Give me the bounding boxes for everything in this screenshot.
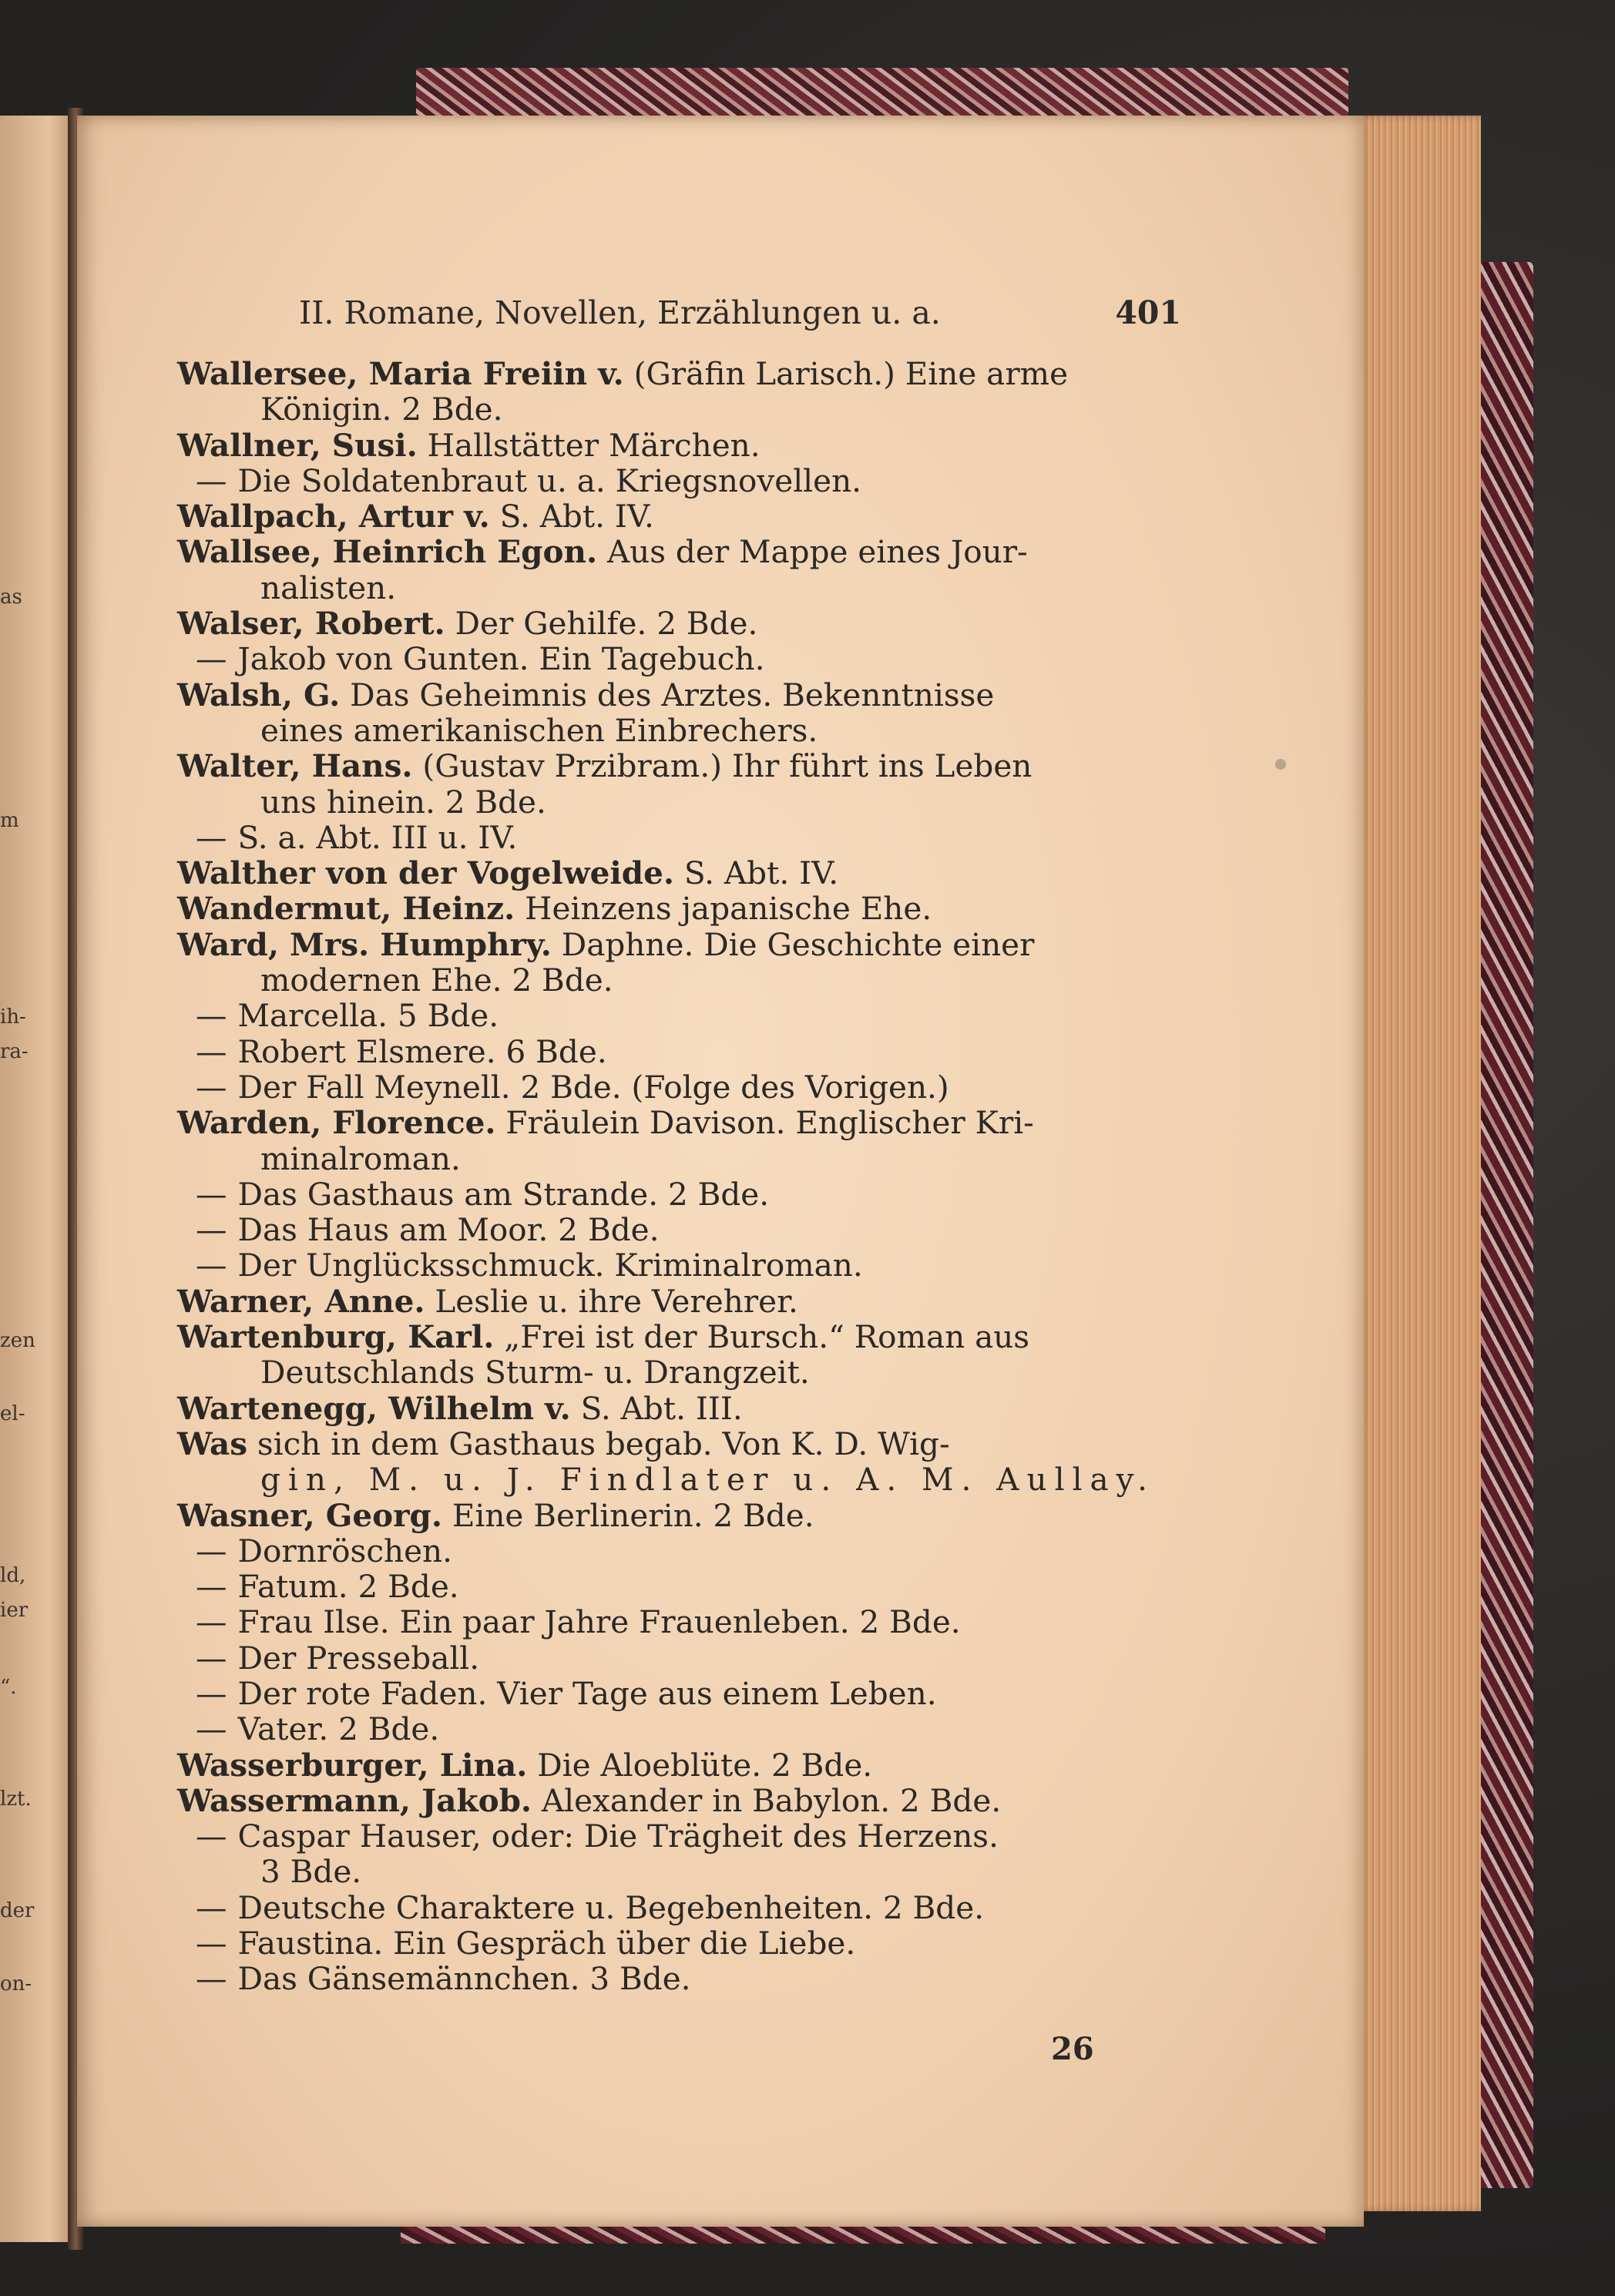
entry-line: [177, 641, 1184, 676]
entry-text: sich in dem Gasthaus begab. Von K. D. Wig-: [257, 1425, 950, 1462]
entry-line: [177, 1426, 1184, 1462]
ditto-dash: —: [196, 1639, 227, 1677]
author-name: Ward, Mrs. Humphry.: [177, 925, 552, 963]
left-page-fragment: ra-: [0, 1040, 29, 1063]
entry-line: [177, 1177, 1184, 1212]
author-name: Walther von der Vogelweide.: [177, 854, 674, 892]
ditto-dash: —: [196, 1603, 227, 1641]
entry-line: [177, 1212, 1184, 1247]
entry-text: Der Fall Meynell. 2 Bde. (Folge des Vorigen.): [237, 1068, 949, 1106]
entry-line: [177, 677, 1184, 713]
entry-line: [177, 748, 1184, 784]
page-edges: [1358, 116, 1481, 2211]
entry-line: [177, 1640, 1184, 1676]
ditto-dash: —: [196, 640, 227, 678]
entry-text: S. Abt. III.: [580, 1389, 743, 1427]
entry-text: Heinzens japanische Ehe.: [525, 890, 932, 928]
entry-text: (Gräfin Larisch.) Eine arme: [633, 355, 1069, 392]
entry-line: [177, 820, 1184, 855]
entry-continuation: modernen Ehe. 2 Bde.: [260, 962, 613, 999]
entry-line: [177, 1818, 1184, 1854]
left-page-fragment: on-: [0, 1972, 32, 1996]
author-name: Wallpach, Artur v.: [177, 498, 490, 535]
entry-text: S. Abt. IV.: [683, 854, 839, 892]
entry-continuation: minalroman.: [260, 1140, 461, 1177]
entry-line: [177, 891, 1184, 926]
entry-text: Frau Ilse. Ein paar Jahre Frauenleben. 2 Bde.: [237, 1603, 961, 1641]
entry-line: [177, 1676, 1184, 1711]
entry-text: Die Aloeblüte. 2 Bde.: [537, 1746, 873, 1784]
entry-text: Leslie u. ihre Verehrer.: [435, 1282, 798, 1320]
entry-line: [177, 1890, 1184, 1925]
ditto-dash: —: [196, 1674, 227, 1712]
ditto-dash: —: [196, 1032, 227, 1070]
left-page-fragment: der: [0, 1899, 35, 1922]
left-page-fragment: “.: [0, 1676, 17, 1699]
ditto-dash: —: [196, 1888, 227, 1926]
entry-continuation: [177, 1462, 1184, 1497]
ditto-dash: —: [196, 1710, 227, 1748]
entry-text: Vater. 2 Bde.: [237, 1710, 440, 1748]
entry-line: [177, 1284, 1184, 1319]
catalog-entries: [177, 356, 1184, 1997]
entry-text: Marcella. 5 Bde.: [237, 997, 499, 1035]
ditto-dash: —: [196, 462, 227, 499]
ditto-dash: —: [196, 1175, 227, 1213]
entry-text: Robert Elsmere. 6 Bde.: [237, 1032, 607, 1070]
ditto-dash: —: [196, 1818, 227, 1855]
author-name: Was: [177, 1425, 248, 1462]
entry-line: [177, 1604, 1184, 1640]
author-name: Wallsee, Heinrich Egon.: [177, 533, 598, 571]
entry-text: Aus der Mappe eines Jour-: [606, 533, 1028, 571]
author-name: Wallner, Susi.: [177, 426, 418, 464]
author-name: Walsh, G.: [177, 676, 341, 713]
left-page-fragment: as: [0, 586, 22, 609]
entry-line: [177, 1747, 1184, 1783]
entry-line: [177, 463, 1184, 498]
entry-line: [177, 1533, 1184, 1569]
entry-text: Alexander in Babylon. 2 Bde.: [541, 1781, 1002, 1819]
author-name: Warden, Florence.: [177, 1104, 496, 1142]
entry-continuation: eines amerikanischen Einbrechers.: [260, 711, 818, 749]
left-page-fragment: m: [0, 809, 19, 832]
entry-line: [177, 1034, 1184, 1069]
entry-text: Die Soldatenbraut u. a. Kriegsnovellen.: [237, 462, 862, 499]
running-header: [299, 294, 1181, 337]
entry-line: [177, 998, 1184, 1033]
entry-text: Das Gänsemännchen. 3 Bde.: [237, 1960, 691, 1998]
entry-text: Deutsche Charaktere u. Begebenheiten. 2 Bde.: [237, 1888, 985, 1926]
entry-line: [177, 1105, 1184, 1140]
ditto-dash: —: [196, 997, 227, 1035]
author-name: Warner, Anne.: [177, 1282, 425, 1320]
ditto-dash: —: [196, 1532, 227, 1569]
entry-text: Fatum. 2 Bde.: [237, 1568, 459, 1606]
entry-line: [177, 1319, 1184, 1354]
entry-text: Der Unglücksschmuck. Kriminalroman.: [237, 1247, 863, 1284]
left-page-fragment: el-: [0, 1402, 25, 1425]
entry-line: [177, 1498, 1184, 1533]
entry-line: [177, 356, 1184, 391]
entry-line: [177, 1569, 1184, 1604]
entry-text: Der Presseball.: [237, 1639, 480, 1677]
entry-text: Das Haus am Moor. 2 Bde.: [237, 1211, 660, 1249]
entry-continuation: Königin. 2 Bde.: [260, 391, 503, 428]
running-title: II. Romane, Novellen, Erzählungen u. a.: [299, 294, 941, 331]
entry-line: [177, 1391, 1184, 1426]
signature-mark: 26: [1051, 2031, 1094, 2067]
entry-text: Eine Berlinerin. 2 Bde.: [452, 1496, 814, 1534]
entry-line: [177, 1961, 1184, 1996]
entry-line: [177, 927, 1184, 962]
entry-text: Faustina. Ein Gespräch über die Liebe.: [237, 1925, 856, 1962]
entry-line: [177, 428, 1184, 463]
entry-line: [177, 1783, 1184, 1818]
entry-text: Der Gehilfe. 2 Bde.: [455, 605, 758, 643]
entry-line: [177, 1925, 1184, 1961]
entry-text: Caspar Hauser, oder: Die Trägheit des Herzens.: [237, 1818, 999, 1855]
left-page-fragment: ih-: [0, 1005, 26, 1029]
ditto-dash: —: [196, 818, 227, 856]
author-name: Wassermann, Jakob.: [177, 1781, 532, 1819]
entry-continuation: nalisten.: [260, 569, 397, 606]
entry-text: „Frei ist der Bursch.“ Roman aus: [504, 1318, 1030, 1356]
left-facing-page: [0, 116, 71, 2242]
entry-continuation: uns hinein. 2 Bde.: [260, 783, 546, 821]
author-name: Walter, Hans.: [177, 747, 413, 785]
left-page-fragment: lzt.: [0, 1787, 32, 1811]
entry-line: [177, 498, 1184, 534]
ditto-dash: —: [196, 1211, 227, 1249]
ink-smudge: [1275, 759, 1286, 770]
entry-text: Das Geheimnis des Arztes. Bekenntnisse: [350, 676, 995, 713]
entry-text: Daphne. Die Geschichte einer: [561, 925, 1035, 963]
author-name: Wandermut, Heinz.: [177, 890, 515, 928]
marbled-edge-right: [1479, 262, 1533, 2188]
entry-text: Dornröschen.: [237, 1532, 453, 1569]
entry-text: Fräulein Davison. Englischer Kri-: [505, 1104, 1034, 1142]
author-name: Wallersee, Maria Freiin v.: [177, 355, 624, 392]
left-page-fragment: zen: [0, 1329, 35, 1352]
author-name: Wartenegg, Wilhelm v.: [177, 1389, 571, 1427]
left-page-fragment: ier: [0, 1599, 29, 1622]
entry-text: S. Abt. IV.: [499, 498, 654, 535]
entry-continuation: Deutschlands Sturm- u. Drangzeit.: [260, 1354, 810, 1391]
entry-text: Hallstätter Märchen.: [427, 426, 760, 464]
entry-line: [177, 606, 1184, 641]
author-name: Wasserburger, Lina.: [177, 1746, 528, 1784]
entry-line: [177, 1069, 1184, 1105]
marbled-edge-top: [416, 68, 1348, 122]
spaced-names: gin, M. u. J. Findlater u. A. M. Aullay.: [260, 1461, 1156, 1499]
entry-text: Das Gasthaus am Strande. 2 Bde.: [237, 1175, 770, 1213]
left-page-fragment: ld,: [0, 1564, 26, 1587]
entry-line: [177, 1711, 1184, 1747]
entry-continuation: 3 Bde.: [260, 1853, 362, 1891]
author-name: Walser, Robert.: [177, 605, 445, 643]
ditto-dash: —: [196, 1960, 227, 1998]
entry-text: (Gustav Przibram.) Ihr führt ins Leben: [422, 747, 1032, 785]
ditto-dash: —: [196, 1568, 227, 1606]
author-name: Wasner, Georg.: [177, 1496, 442, 1534]
entry-line: [177, 1247, 1184, 1283]
page-number: 401: [1115, 294, 1181, 331]
entry-text: S. a. Abt. III u. IV.: [237, 818, 518, 856]
author-name: Wartenburg, Karl.: [177, 1318, 495, 1356]
entry-line: [177, 855, 1184, 891]
entry-text: Jakob von Gunten. Ein Tagebuch.: [237, 640, 765, 678]
ditto-dash: —: [196, 1068, 227, 1106]
entry-text: Der rote Faden. Vier Tage aus einem Leben.: [237, 1674, 937, 1712]
ditto-dash: —: [196, 1925, 227, 1962]
entry-line: [177, 534, 1184, 569]
ditto-dash: —: [196, 1247, 227, 1284]
